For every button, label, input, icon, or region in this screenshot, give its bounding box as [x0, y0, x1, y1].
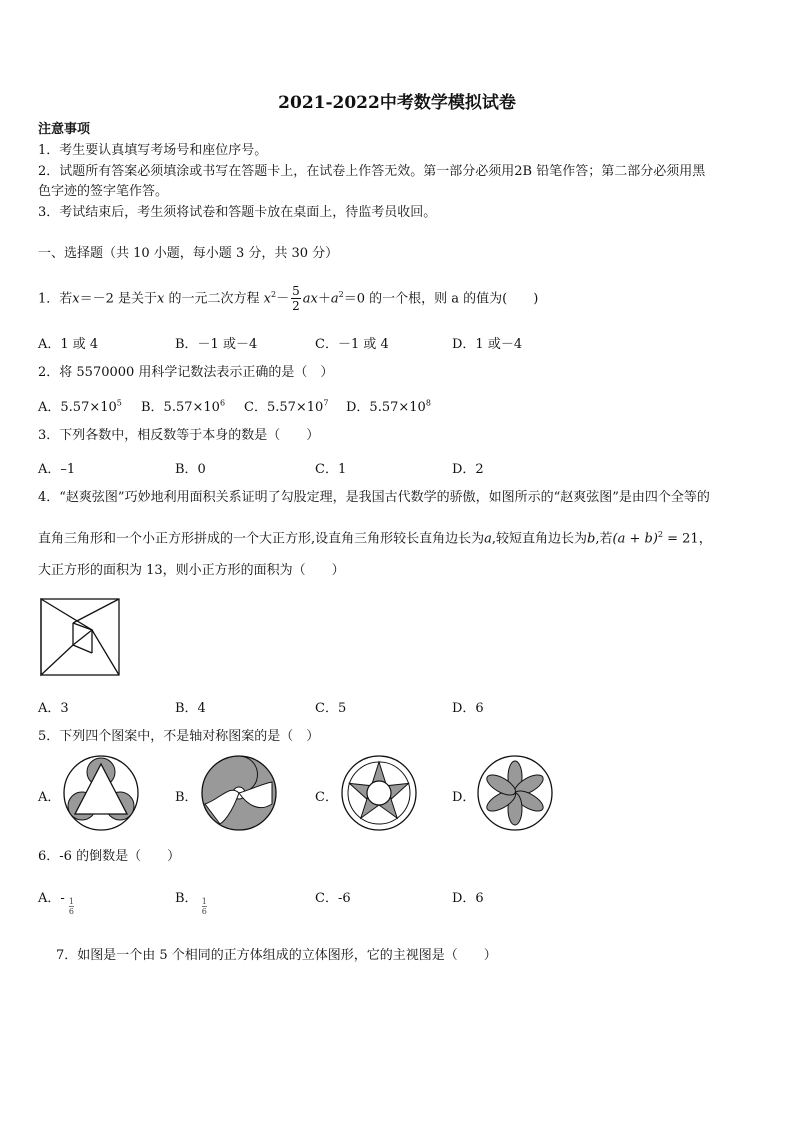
q3-option-c[interactable]: C．1	[315, 462, 347, 477]
q1-option-a[interactable]: A．1 或 4	[38, 337, 99, 352]
q1-tail: ＝0 的一个根，则 a 的值为( )	[343, 291, 539, 307]
q4-option-d[interactable]: D．6	[452, 701, 484, 716]
q6-b-num: 1	[201, 897, 207, 906]
question-5: 5．下列四个图案中，不是轴对称图案的是（ ）	[38, 729, 320, 744]
q1-var-x2: x	[157, 291, 165, 307]
q4-var-a: a	[484, 531, 492, 547]
q6-b-den: 6	[201, 907, 207, 916]
question-1	[38, 280, 538, 314]
q6-a-label: A．-	[38, 891, 65, 906]
question-6: 6．-6 的倒数是（ ）	[38, 849, 181, 864]
q6-a-num: 1	[68, 897, 75, 906]
q6-option-b[interactable]	[175, 887, 207, 916]
notice-item-2: 2．试题所有答案必须填涂或书写在答题卡上，在试卷上作答无效。第一部分必须用2B 铅笔作答；第二部分必须用黑	[38, 164, 706, 179]
q1-option-b[interactable]: B．－1 或－4	[175, 337, 258, 352]
q2-option-b[interactable]	[141, 396, 225, 415]
question-4-line1: 4．“赵爽弦图”巧妙地利用面积关系证明了勾股定理，是我国古代数学的骄傲，如图所示的“赵爽弦图”是由四个全等的	[38, 490, 710, 505]
q4-expr-sup: 2	[657, 530, 663, 539]
q5-option-b[interactable]: B．	[175, 790, 198, 805]
page-title: 2021-2022中考数学模拟试卷	[278, 93, 516, 113]
q6-option-c[interactable]: C．-6	[315, 891, 351, 906]
q6-option-a[interactable]	[38, 887, 74, 916]
q1-var-a: a	[330, 291, 339, 307]
q6-a-fraction	[69, 897, 74, 916]
section-heading: 一、选择题（共 10 小题，每小题 3 分，共 30 分）	[38, 246, 339, 261]
q6-option-d[interactable]: D．6	[452, 891, 484, 906]
q5-option-a[interactable]: A．	[38, 790, 61, 805]
q4-line2-a: 直角三角形和一个小正方形拼成的一个大正方形,设直角三角形较长直角边长为	[38, 531, 485, 547]
notice-item-1: 1．考生要认真填写考场号和座位序号。	[38, 143, 268, 158]
q1-option-d[interactable]: D．1 或－4	[452, 337, 523, 352]
q1-var-x: x	[72, 291, 80, 307]
q1-pre: 1．若	[38, 291, 73, 307]
q2-option-d[interactable]	[346, 396, 431, 415]
q5-figure-d	[476, 754, 554, 832]
question-3: 3．下列各数中，相反数等于本身的数是（ ）	[38, 428, 320, 443]
q6-a-den: 6	[68, 907, 75, 916]
q2-option-c[interactable]	[244, 396, 328, 415]
q1-option-c[interactable]: C．－1 或 4	[315, 337, 389, 352]
q1-mid: 的一元二次方程	[164, 291, 264, 307]
q5-figure-b	[200, 754, 278, 832]
q2-b-label: B．5.57×10	[141, 400, 220, 415]
q2-option-a[interactable]	[38, 396, 122, 415]
q4-option-a[interactable]: A．3	[38, 701, 69, 716]
notice-item-2-cont: 色字迹的签字笔作答。	[38, 184, 169, 199]
q3-option-d[interactable]: D．2	[452, 462, 484, 477]
q2-d-exp: 8	[425, 398, 431, 408]
q4-line2-c: ,若	[595, 531, 613, 547]
q1-sq: 2	[270, 290, 277, 299]
q2-a-exp: 5	[116, 398, 122, 408]
q1-eq: ＝－2 是关于	[79, 291, 158, 307]
q2-b-exp: 6	[219, 398, 226, 408]
q6-b-label: B．	[175, 891, 198, 906]
q4-option-c[interactable]: C．5	[315, 701, 347, 716]
q4-expr: (a + b)	[612, 531, 658, 547]
q6-b-fraction	[202, 897, 207, 916]
q4-option-b[interactable]: B．4	[175, 701, 206, 716]
q1-frac-num: 5	[292, 284, 300, 299]
q2-c-exp: 7	[323, 398, 329, 408]
q3-option-b[interactable]: B．0	[175, 462, 206, 477]
q3-option-a[interactable]: A．–1	[38, 462, 76, 477]
zhao-shuang-diagram	[40, 598, 120, 676]
q4-expr-tail: = 21	[662, 531, 699, 547]
q1-ax: ax	[302, 291, 318, 307]
question-7: 7．如图是一个由 5 个相同的正方体组成的立体图形，它的主视图是（ ）	[56, 948, 497, 963]
q4-var-b: b	[587, 531, 596, 547]
q1-minus: －	[276, 291, 290, 307]
question-4-line2	[38, 526, 712, 548]
q2-a-label: A．5.57×10	[38, 400, 117, 415]
notice-item-3: 3．考试结束后，考生须将试卷和答题卡放在桌面上，待监考员收回。	[38, 205, 437, 220]
q5-figure-c	[340, 754, 418, 832]
q2-d-label: D．5.57×10	[346, 400, 426, 415]
q1-var-x3: x	[263, 291, 271, 307]
q5-option-d[interactable]: D．	[452, 790, 476, 805]
question-4-line3: 大正方形的面积为 13，则小正方形的面积为（ ）	[38, 563, 345, 578]
q1-fraction	[291, 284, 301, 313]
question-2: 2．将 5570000 用科学记数法表示正确的是（ ）	[38, 365, 334, 380]
notice-heading: 注意事项	[38, 122, 91, 137]
q1-sq2: 2	[338, 290, 344, 299]
q4-line2-d: ，	[698, 531, 712, 547]
q2-c-label: C．5.57×10	[244, 400, 324, 415]
q4-line2-b: ,较短直角边长为	[491, 531, 588, 547]
q5-option-c[interactable]: C．	[315, 790, 338, 805]
q5-figure-a	[62, 754, 140, 832]
q1-plus: ＋	[317, 291, 331, 307]
q1-frac-den: 2	[292, 299, 300, 314]
